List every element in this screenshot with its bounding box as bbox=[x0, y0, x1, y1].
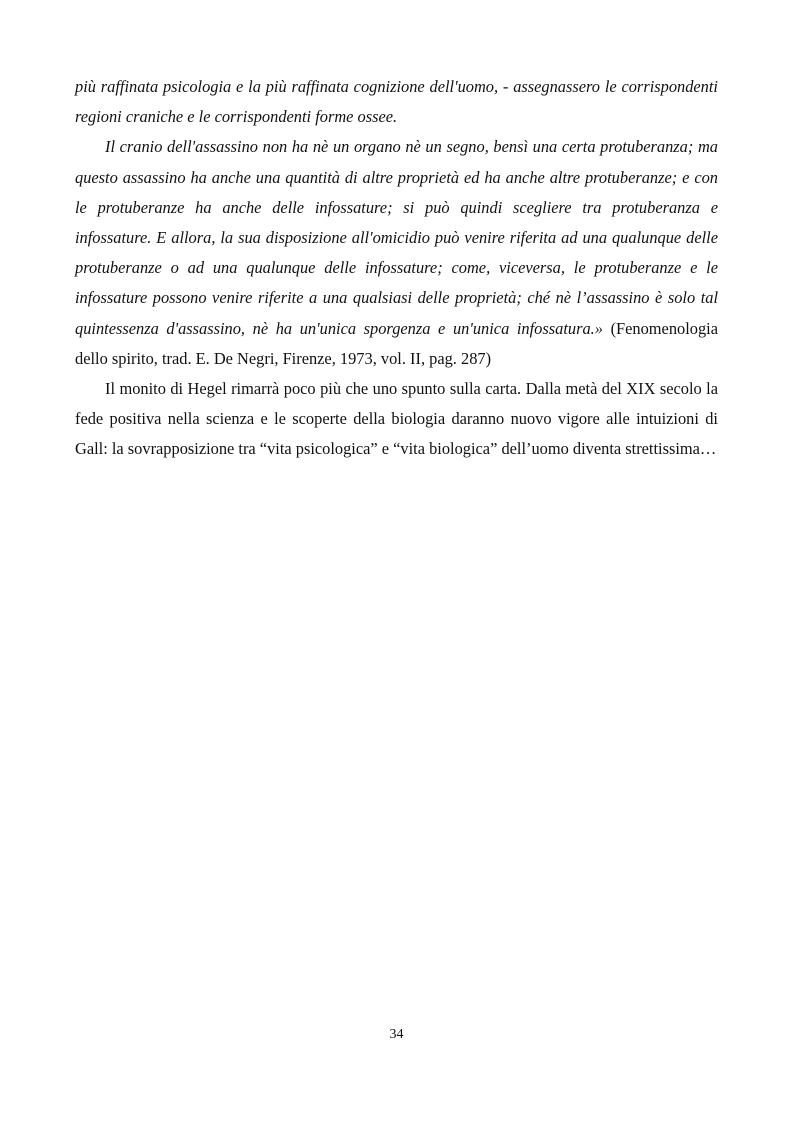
paragraph-commentary bbox=[75, 374, 718, 465]
page-number: 34 bbox=[389, 1027, 404, 1042]
quote-italic-text: Il cranio dell'assassino non ha nè un organo nè un segno, bensì una certa protuberanza; ma questo assassino ha anche una quantità di altre proprietà ed ha anche altre protuberanze; e con le protuberanze ha anche delle infossature; si può quindi scegliere tra protuberanza e infossature. E allora, la sua disposizione all'omicidio può venire riferita ad una qualunque delle protuberanze o ad una qualunque delle infossature; come, viceversa, le protuberanze e le infossature possono venire riferite a una qualsiasi delle proprietà; ché nè l’assassino è solo tal quintessenza d'assassino, nè ha un'unica sporgenza e un'unica infossatura.» bbox=[75, 137, 718, 338]
paragraph-quote-end bbox=[75, 72, 718, 132]
quote-citation: (Fenomenologia dello spirito, trad. E. De Negri, Firenze, 1973, vol. II, pag. 287) bbox=[75, 318, 718, 368]
paragraph-hegel-quote bbox=[75, 132, 718, 374]
commentary-text: Il monito di Hegel rimarrà poco più che uno spunto sulla carta. Dalla metà del XIX secolo la fede positiva nella scienza e le scoperte della biologia daranno nuovo vigore alle intuizioni di Gall: la sovrapposizione tra “vita psicologica” e “vita biologica” dell’uomo diventa strettissima… bbox=[75, 379, 718, 459]
quote-italic-text: più raffinata psicologia e la più raffinata cognizione dell'uomo, - assegnassero le corrispondenti regioni craniche e le corrispondenti forme ossee. bbox=[75, 77, 718, 127]
body-text bbox=[75, 72, 718, 465]
